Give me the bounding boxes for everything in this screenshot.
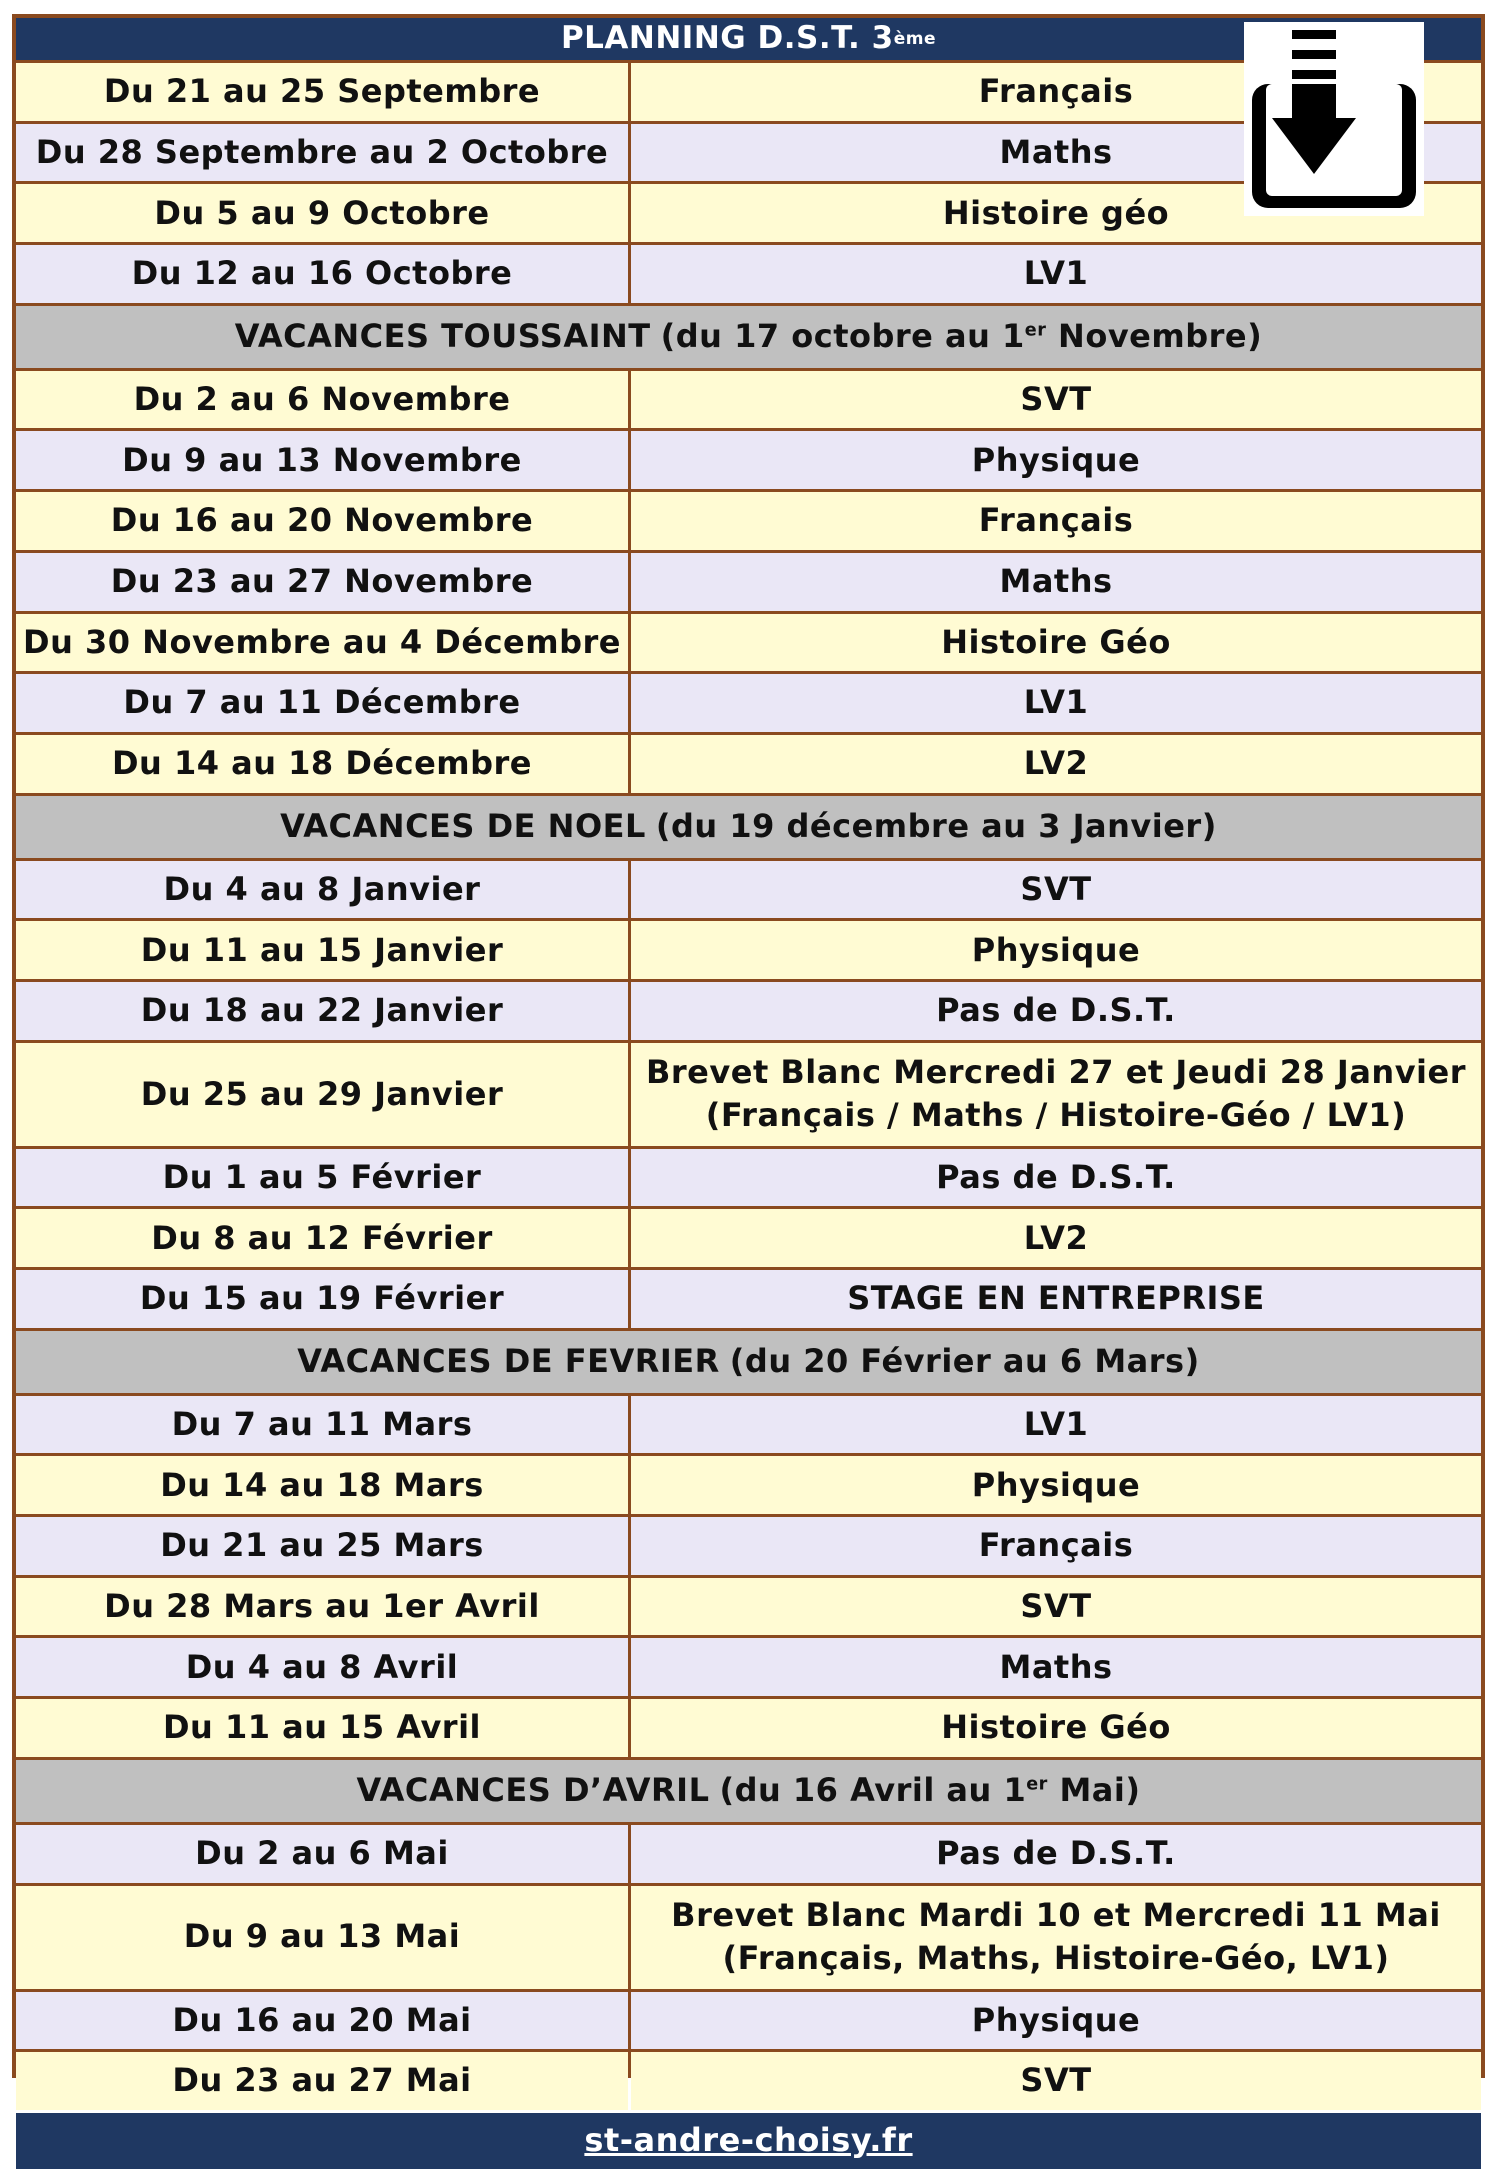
vacation-period-end: Mai)	[1047, 1771, 1141, 1810]
week-dates-cell: Du 16 au 20 Mai	[16, 1992, 628, 2050]
subject-cell	[631, 1886, 1481, 1989]
week-dates-cell: Du 18 au 22 Janvier	[16, 982, 628, 1040]
week-dates-cell: Du 16 au 20 Novembre	[16, 492, 628, 550]
week-dates-cell: Du 21 au 25 Mars	[16, 1517, 628, 1575]
week-dates-cell: Du 11 au 15 Janvier	[16, 921, 628, 979]
week-dates-cell: Du 4 au 8 Avril	[16, 1638, 628, 1696]
vacation-row	[16, 796, 1481, 858]
vacation-row	[16, 1331, 1481, 1393]
week-dates-cell: Du 28 Septembre au 2 Octobre	[16, 124, 628, 182]
subject-cell: Physique	[631, 1456, 1481, 1514]
vacation-period-start: (du 16 Avril au 1	[719, 1771, 1027, 1810]
week-dates-cell: Du 2 au 6 Novembre	[16, 371, 628, 429]
subject-detail-line: (Français, Maths, Histoire-Géo, LV1)	[722, 1939, 1390, 1977]
week-dates-cell: Du 25 au 29 Janvier	[16, 1043, 628, 1146]
vacation-period	[719, 1769, 1140, 1812]
week-dates-cell: Du 12 au 16 Octobre	[16, 245, 628, 303]
vacation-period-start: (du 19 décembre au 3 Janvier)	[655, 806, 1217, 845]
subject-cell	[631, 1043, 1481, 1146]
week-dates-cell: Du 2 au 6 Mai	[16, 1825, 628, 1883]
download-arrow-icon	[1244, 22, 1424, 216]
vacation-label: VACANCES TOUSSAINT	[234, 317, 651, 356]
subject-cell: Maths	[631, 124, 1481, 182]
vacation-period-sup: er	[1024, 320, 1047, 341]
subject-cell: LV1	[631, 674, 1481, 732]
week-dates-cell: Du 14 au 18 Mars	[16, 1456, 628, 1514]
week-dates-cell: Du 9 au 13 Mai	[16, 1886, 628, 1989]
week-dates-cell: Du 8 au 12 Février	[16, 1209, 628, 1267]
week-dates-cell: Du 28 Mars au 1er Avril	[16, 1578, 628, 1636]
subject-cell: STAGE EN ENTREPRISE	[631, 1270, 1481, 1328]
subject-cell: Français	[631, 63, 1481, 121]
vacation-period-sup: er	[1026, 1774, 1048, 1795]
subject-cell: LV2	[631, 1209, 1481, 1267]
subject-cell: Histoire géo	[631, 184, 1481, 242]
week-dates-cell: Du 30 Novembre au 4 Décembre	[16, 614, 628, 672]
footer-bar	[16, 2113, 1481, 2169]
vacation-period-end: Novembre)	[1046, 317, 1263, 356]
subject-cell: LV2	[631, 735, 1481, 793]
subject-cell: Pas de D.S.T.	[631, 1825, 1481, 1883]
vacation-period	[656, 805, 1217, 848]
download-button[interactable]	[1244, 22, 1424, 216]
vacation-label: VACANCES DE FEVRIER	[297, 1342, 720, 1381]
vacation-label: VACANCES D’AVRIL	[356, 1771, 710, 1810]
subject-cell: Français	[631, 1517, 1481, 1575]
website-link[interactable]: st-andre-choisy.fr	[584, 2121, 913, 2160]
subject-cell: Pas de D.S.T.	[631, 982, 1481, 1040]
subject-cell: SVT	[631, 861, 1481, 919]
week-dates-cell: Du 5 au 9 Octobre	[16, 184, 628, 242]
subject-cell: LV1	[631, 1396, 1481, 1454]
vacation-period-start: (du 17 octobre au 1	[660, 317, 1025, 356]
subject-line: Brevet Blanc Mardi 10 et Mercredi 11 Mai	[671, 1895, 1441, 1934]
subject-cell: Histoire Géo	[631, 1699, 1481, 1757]
week-dates-cell: Du 9 au 13 Novembre	[16, 431, 628, 489]
planning-sheet	[12, 14, 1485, 2160]
week-dates-cell: Du 15 au 19 Février	[16, 1270, 628, 1328]
subject-cell: Physique	[631, 921, 1481, 979]
week-dates-cell: Du 11 au 15 Avril	[16, 1699, 628, 1757]
subject-cell: Physique	[631, 431, 1481, 489]
subject-cell: Histoire Géo	[631, 614, 1481, 672]
subject-cell: Pas de D.S.T.	[631, 1149, 1481, 1207]
week-dates-cell: Du 14 au 18 Décembre	[16, 735, 628, 793]
week-dates-cell: Du 7 au 11 Décembre	[16, 674, 628, 732]
planning-table	[16, 18, 1481, 2160]
vacation-period	[661, 315, 1263, 358]
week-dates-cell: Du 4 au 8 Janvier	[16, 861, 628, 919]
vacation-label: VACANCES DE NOEL	[280, 806, 646, 845]
vacation-row	[16, 306, 1481, 368]
vacation-period-start: (du 20 Février au 6 Mars)	[729, 1342, 1200, 1381]
subject-cell: LV1	[631, 245, 1481, 303]
subject-cell: Maths	[631, 553, 1481, 611]
week-dates-cell: Du 23 au 27 Mai	[16, 2052, 628, 2110]
week-dates-cell: Du 1 au 5 Février	[16, 1149, 628, 1207]
week-dates-cell: Du 7 au 11 Mars	[16, 1396, 628, 1454]
subject-cell: Physique	[631, 1992, 1481, 2050]
subject-line: Brevet Blanc Mercredi 27 et Jeudi 28 Janvier	[646, 1052, 1466, 1091]
subject-cell: Français	[631, 492, 1481, 550]
subject-cell: SVT	[631, 371, 1481, 429]
subject-cell: SVT	[631, 1578, 1481, 1636]
week-dates-cell: Du 23 au 27 Novembre	[16, 553, 628, 611]
subject-detail-line: (Français / Maths / Histoire-Géo / LV1)	[705, 1096, 1407, 1135]
subject-cell: Maths	[631, 1638, 1481, 1696]
subject-cell: SVT	[631, 2052, 1481, 2110]
week-dates-cell: Du 21 au 25 Septembre	[16, 63, 628, 121]
vacation-period	[730, 1340, 1200, 1383]
planning-title: PLANNING D.S.T. 3 ème	[16, 18, 1481, 60]
vacation-row	[16, 1760, 1481, 1822]
